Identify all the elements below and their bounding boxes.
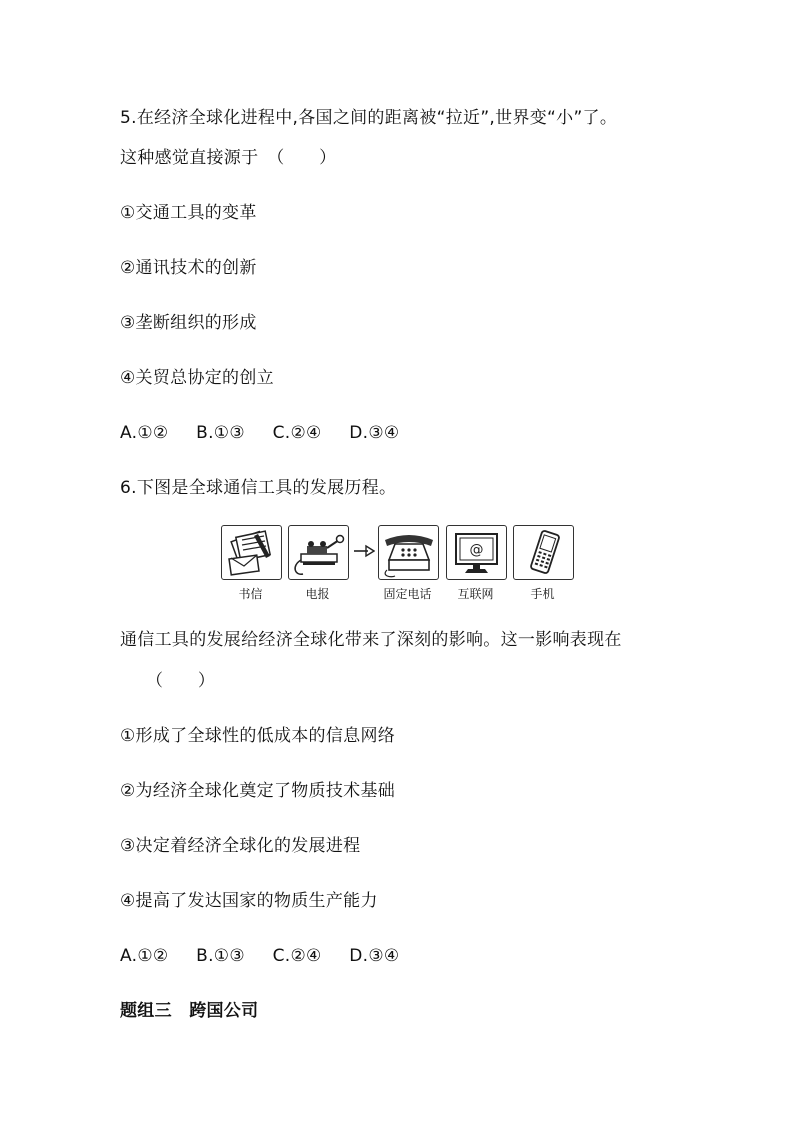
q6-option-b[interactable]: B.①③	[196, 946, 245, 966]
q5-option-d[interactable]: D.③④	[349, 423, 400, 443]
communication-tools-figure	[221, 525, 573, 605]
telegraph-icon	[288, 525, 349, 580]
q6-options	[120, 945, 421, 967]
q6-question-line2: （ ）	[146, 671, 216, 691]
q6-question-line1: 通信工具的发展给经济全球化带来了深刻的影响。这一影响表现在	[120, 630, 622, 650]
q6-option-a[interactable]: A.①②	[120, 946, 169, 966]
telephone-icon	[378, 525, 439, 580]
q6-stem: 6.下图是全球通信工具的发展历程。	[120, 478, 397, 498]
q6-item-3: ③决定着经济全球化的发展进程	[120, 836, 361, 856]
q5-item-3: ③垄断组织的形成	[120, 313, 257, 333]
q5-options	[120, 422, 421, 444]
q5-option-a[interactable]: A.①②	[120, 423, 169, 443]
mobile-phone-icon	[513, 525, 574, 580]
section-heading: 题组三 跨国公司	[120, 1001, 259, 1021]
q5-item-2: ②通讯技术的创新	[120, 258, 257, 278]
caption-telephone: 固定电话	[383, 587, 432, 601]
caption-mobile: 手机	[530, 587, 555, 601]
q5-stem-line1: 5.在经济全球化进程中,各国之间的距离被“拉近”,世界变“小”了。	[120, 108, 618, 128]
q5-option-b[interactable]: B.①③	[196, 423, 245, 443]
caption-telegraph: 电报	[305, 587, 330, 601]
caption-internet: 互联网	[457, 587, 494, 601]
svg-text:@: @	[469, 542, 484, 558]
computer-icon	[446, 525, 507, 580]
letter-icon	[221, 525, 282, 580]
q5-item-1: ①交通工具的变革	[120, 203, 257, 223]
q5-stem-line2: 这种感觉直接源于 （ ）	[120, 148, 337, 168]
q5-item-4: ④关贸总协定的创立	[120, 368, 274, 388]
q6-item-1: ①形成了全球性的低成本的信息网络	[120, 726, 396, 746]
q5-option-c[interactable]: C.②④	[272, 423, 322, 443]
arrow-right-icon	[353, 543, 375, 559]
q6-item-4: ④提高了发达国家的物质生产能力	[120, 891, 378, 911]
q6-option-c[interactable]: C.②④	[272, 946, 322, 966]
q6-item-2: ②为经济全球化奠定了物质技术基础	[120, 781, 396, 801]
q6-option-d[interactable]: D.③④	[349, 946, 400, 966]
caption-letter: 书信	[238, 587, 263, 601]
